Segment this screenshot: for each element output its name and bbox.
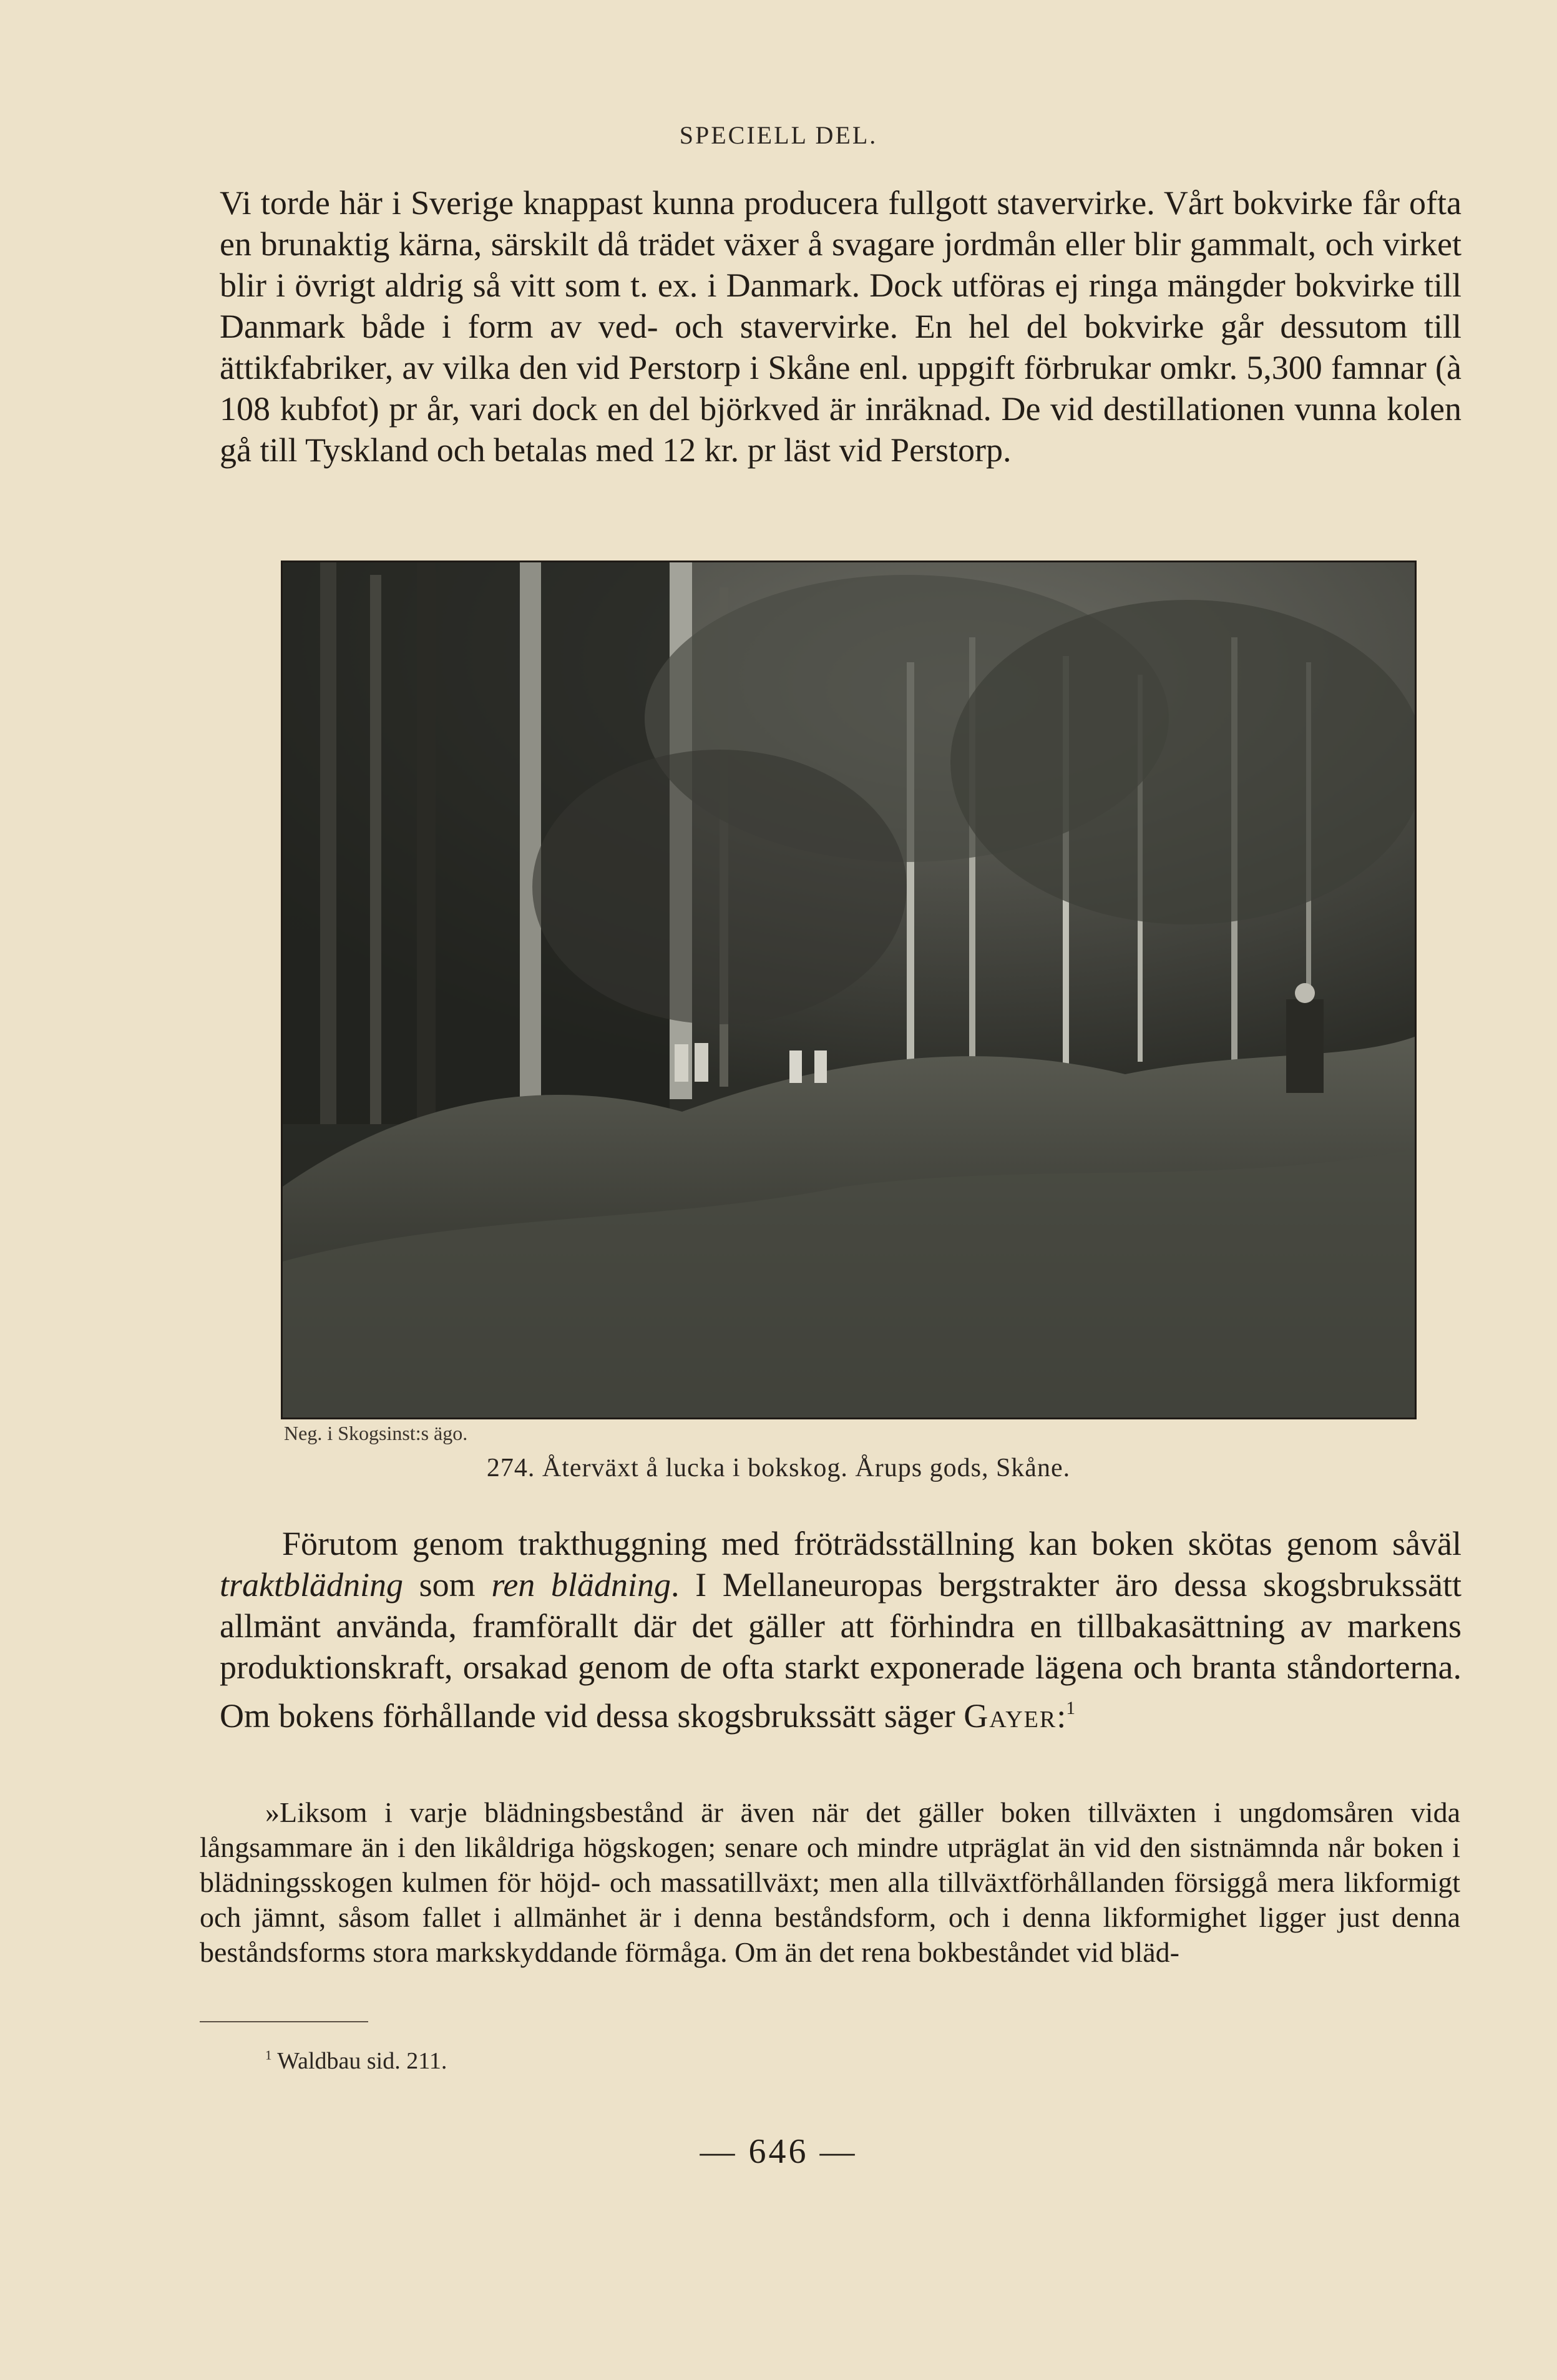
paragraph-1: Vi torde här i Sverige knappast kunna producera fullgott stavervirke. Vårt bokvirke får ofta en brunaktig kärna, särskilt då trädet växer å svagare jordmån eller blir gammalt, och virket blir i övrigt aldrig så vitt som t. ex. i Danmark. Dock utföras ej ringa mängder bokvirke till Danmark både i form av ved- och stavervirke. En hel del bokvirke går dessutom till ättikfabriker, av vilka den vid Perstorp i Skåne enl. uppgift förbrukar omkr. 5,300 famnar (à 108 kubfot) pr år, vari dock en del björkved är inräknad. De vid destillationen vunna kolen gå till Tyskland och betalas med 12 kr. pr läst vid Perstorp. [220, 184, 1462, 469]
footnote [265, 2047, 447, 2075]
paragraph-2 [220, 1523, 1462, 1736]
footnote-text: Waldbau sid. 211. [277, 2048, 447, 2074]
running-head: SPECIELL DEL. [679, 121, 878, 149]
footnote-mark: 1 [265, 2047, 272, 2063]
photo-credit: Neg. i Skogsinst:s ägo. [284, 1422, 468, 1444]
term-traktbladning: traktblädning [220, 1566, 403, 1604]
footnote-divider [200, 2021, 368, 2022]
paragraph-2-text-c: . I Mellaneuropas bergstrakter äro dessa skogsbrukssätt allmänt använda, framförallt där det gäller att förhindra en tillbakasättning av markens produktionskraft, orsakad genom de ofta starkt exponerade lägena och branta ståndorterna. Om bokens förhållande vid dessa skogsbrukssätt säger [220, 1566, 1462, 1735]
author-name: Gayer [964, 1697, 1057, 1735]
paragraph-2-text-a: Förutom genom trakthuggning med fröträdsställning kan boken skötas genom såväl [282, 1525, 1462, 1562]
block-quote: »Liksom i varje blädningsbestånd är även när det gäller boken tillväxten i ungdomsåren vida långsammare än i den likåldriga högskogen; senare och mindre utpräglat än vid den sistnämnda når boken i blädningsskogen kulmen för höjd- och massatillväxt; men alla tillväxtförhållanden försiggå mera likformigt och jämnt, såsom fallet i allmänhet är i denna beståndsform, och i denna likformighet ligger just denna beståndsforms stora markskyddande förmåga. Om än det rena bokbeståndet vid bläd- [200, 1796, 1460, 1968]
paragraph-2-text-d: : [1057, 1697, 1066, 1735]
term-ren-bladning: ren blädning [491, 1566, 671, 1604]
figure-caption: 274. Återväxt å lucka i bokskog. Årups gods, Skåne. [486, 1454, 1071, 1482]
forest-photograph [281, 561, 1417, 1419]
forest-photo-illustration [283, 562, 1415, 1418]
paragraph-2-text-b: som [403, 1566, 492, 1604]
page-number: — 646 — [700, 2132, 857, 2171]
footnote-reference[interactable]: 1 [1066, 1698, 1076, 1718]
